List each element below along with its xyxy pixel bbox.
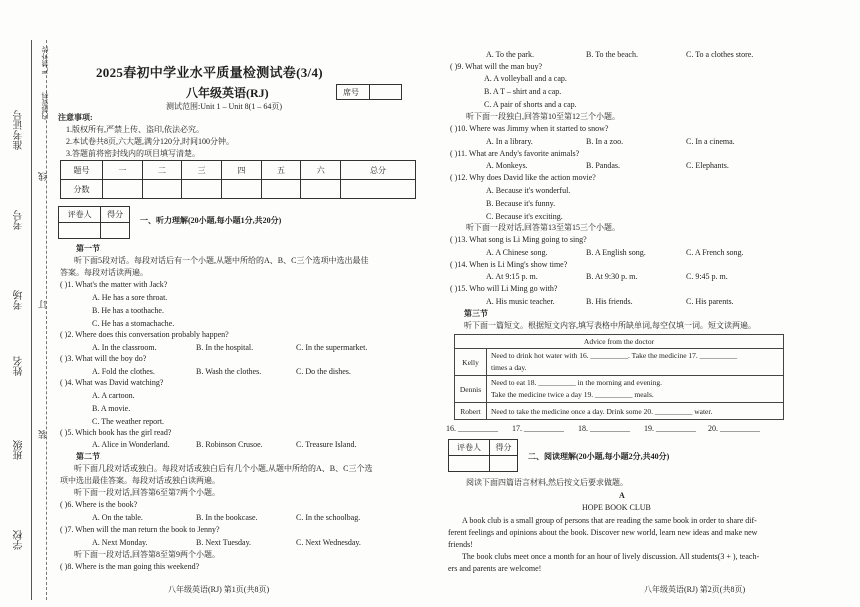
q7-option-a: A. Next Monday. — [92, 538, 148, 547]
passage-letter: A — [619, 491, 625, 500]
q8-option-c: C. To a clothes store. — [686, 50, 754, 59]
sec3-heading: 第三节 — [464, 309, 488, 318]
sec2-prompt-3: 听下面一段独白,回答第10至第12三个小题。 — [466, 112, 620, 121]
sec2-instruction-cont: 项中选出最佳答案。每段对话或独白读两遍。 — [60, 476, 220, 485]
no-distribution-label: 严禁外传 — [41, 46, 49, 74]
exam-scope: 测试范围:Unit 1 – Unit 8(1 – 64页) — [166, 102, 282, 111]
grader-label: 评卷人 — [59, 207, 101, 223]
q8-option-b: B. To the beach. — [586, 50, 638, 59]
q2-option-b: B. In the hospital. — [196, 343, 254, 352]
sec2-instruction: 听下面几段对话或独白。每段对话或独白后有几个小题,从题中所给的A、B、C三个选 — [74, 464, 373, 473]
score-header-cell: 一 — [103, 161, 143, 180]
footer-right: 八年级英语(RJ) 第2页(共8页) — [644, 585, 746, 594]
note-1: 1.版权所有,严禁上传、盗印,依法必究。 — [66, 125, 204, 134]
sec1-instruction-cont: 答案。每段对话读两遍。 — [60, 268, 148, 277]
question-5: ( )5. Which book has the girl read? — [60, 428, 172, 437]
admission-number-label: 准考证号 — [14, 110, 25, 150]
q1-option-c: C. He has a stomachache. — [92, 319, 175, 328]
score-table — [60, 160, 416, 199]
passage-line-5: ers and parents are welcome! — [448, 564, 542, 573]
cut-line — [46, 40, 47, 600]
q5-option-a: A. Alice in Wonderland. — [92, 440, 170, 449]
footer-left: 八年级英语(RJ) 第1页(共8页) — [168, 585, 270, 594]
q4-option-b: B. A movie. — [92, 404, 131, 413]
q14-option-b: B. At 9:30 p. m. — [586, 272, 638, 281]
sec1-instruction: 听下面5段对话。每段对话后有一个小题,从题中所给的A、B、C三个选项中选出最佳 — [74, 256, 369, 265]
answer-blank-16[interactable]: 16. __________ — [446, 424, 498, 433]
question-12: ( )12. Why does David like the action movie? — [450, 173, 596, 182]
q7-option-b: B. Next Tuesday. — [196, 538, 252, 547]
seat-number-box[interactable] — [336, 84, 402, 100]
q10-option-c: C. In a cinema. — [686, 137, 735, 146]
question-8: ( )8. Where is the man going this weekend? — [60, 562, 200, 571]
score-header-cell: 三 — [182, 161, 222, 180]
name-label: 姓名 — [14, 356, 25, 376]
q7-option-c: C. Next Wednesday. — [296, 538, 361, 547]
q10-option-b: B. In a zoo. — [586, 137, 624, 146]
q6-option-c: C. In the schoolbag. — [296, 513, 361, 522]
class-label: 班级 — [14, 440, 25, 460]
passage-line-1: A book club is a small group of persons that are reading the same book in order to share dif- — [462, 516, 757, 525]
robert-line: Need to take the medicine once a day. Drink some 20. __________ water. — [487, 403, 784, 420]
q4-option-a: A. A cartoon. — [92, 391, 135, 400]
part2-instruction: 阅读下面四篇语言材料,然后按文后要求做题。 — [466, 478, 628, 487]
score-cell[interactable] — [182, 180, 222, 199]
exam-title: 2025春初中学业水平质量检测试卷(3/4) — [96, 65, 323, 80]
question-2: ( )2. Where does this conversation probably happen? — [60, 330, 229, 339]
q14-option-c: C. 9:45 p. m. — [686, 272, 728, 281]
q15-option-b: B. His friends. — [586, 297, 633, 306]
part1-heading: 一、听力理解(20小题,每小题1分,共20分) — [140, 216, 282, 225]
question-11: ( )11. What are Andy's favorite animals? — [450, 149, 580, 158]
q1-option-b: B. He has a toothache. — [92, 306, 164, 315]
answer-blank-19[interactable]: 19. __________ — [644, 424, 696, 433]
score-cell[interactable] — [142, 180, 182, 199]
seat-label: 席号 — [343, 88, 359, 97]
q12-option-a: A. Because it's wonderful. — [486, 186, 571, 195]
internal-material-label: 内部资料 — [41, 92, 49, 120]
grader-cell[interactable] — [59, 223, 101, 239]
q13-option-b: B. A English song. — [586, 248, 646, 257]
seal-mark-ding: 订 — [38, 300, 48, 309]
score-cell[interactable] — [261, 180, 301, 199]
score-cell[interactable] — [341, 180, 416, 199]
question-14: ( )14. When is Li Ming's show time? — [450, 260, 568, 269]
sec2-prompt-1: 听下面一段对话,回答第6至第7两个小题。 — [74, 488, 220, 497]
seal-mark-xian: 线 — [38, 172, 48, 181]
kelly-line-1: Need to drink hot water with 16. __________. Take the medicine 17. __________ — [491, 351, 738, 360]
score-row-label: 分数 — [61, 180, 103, 199]
score-label: 得分 — [490, 440, 518, 456]
answer-blank-20[interactable]: 20. __________ — [708, 424, 760, 433]
seal-mark-zhuang: 装 — [38, 430, 48, 439]
q11-option-a: A. Monkeys. — [486, 161, 528, 170]
sec2-prompt-4: 听下面一段对话,回答第13至第15三个小题。 — [466, 223, 620, 232]
q15-option-a: A. His music teacher. — [486, 297, 555, 306]
q9-option-a: A. A volleyball and a cap. — [484, 74, 567, 83]
q15-option-c: C. His parents. — [686, 297, 734, 306]
grader-cell[interactable] — [449, 456, 490, 472]
question-4: ( )4. What was David watching? — [60, 378, 164, 387]
q13-option-a: A. A Chinese song. — [486, 248, 548, 257]
score-header-cell: 总分 — [341, 161, 416, 180]
score-cell[interactable] — [301, 180, 341, 199]
score-label: 得分 — [101, 207, 130, 223]
q10-option-a: A. In a library. — [486, 137, 533, 146]
exam-number-label: 考号 — [14, 210, 25, 230]
sec2-prompt-2: 听下面一段对话,回答第8至第9两个小题。 — [74, 550, 220, 559]
q12-option-b: B. Because it's funny. — [486, 199, 556, 208]
q12-option-c: C. Because it's exciting. — [486, 212, 563, 221]
question-3: ( )3. What will the boy do? — [60, 354, 147, 363]
q11-option-c: C. Elephants. — [686, 161, 729, 170]
note-2: 2.本试卷共8页,六大题,满分120分,时间100分钟。 — [66, 137, 234, 146]
question-10: ( )10. Where was Jimmy when it started to snow? — [450, 124, 609, 133]
q5-option-b: B. Robinson Crusoe. — [196, 440, 263, 449]
kelly-line-2: times a day. — [491, 363, 527, 372]
q3-option-b: B. Wash the clothes. — [196, 367, 262, 376]
q1-option-a: A. He has a sore throat. — [92, 293, 168, 302]
grader-table-2 — [448, 439, 518, 472]
dennis-line-2: Take the medicine twice a day 19. __________ meals. — [491, 390, 654, 399]
question-9: ( )9. What will the man buy? — [450, 62, 543, 71]
score-header-cell: 二 — [142, 161, 182, 180]
part2-heading: 二、阅读理解(20小题,每小题2分,共40分) — [528, 452, 670, 461]
q14-option-a: A. At 9:15 p. m. — [486, 272, 538, 281]
score-cell[interactable] — [222, 180, 262, 199]
question-15: ( )15. Who will Li Ming go with? — [450, 284, 558, 293]
q3-option-a: A. Fold the clothes. — [92, 367, 155, 376]
q3-option-c: C. Do the dishes. — [296, 367, 351, 376]
binding-line — [31, 40, 32, 600]
passage-title: HOPE BOOK CLUB — [582, 503, 651, 512]
answer-blank-17[interactable]: 17. __________ — [512, 424, 564, 433]
score-header-cell: 四 — [222, 161, 262, 180]
score-cell[interactable] — [101, 223, 130, 239]
question-13: ( )13. What song is Li Ming going to sing? — [450, 235, 587, 244]
note-3: 3.答题前将密封线内的项目填写清楚。 — [66, 149, 200, 158]
answer-blank-18[interactable]: 18. __________ — [578, 424, 630, 433]
q6-option-b: B. In the bookcase. — [196, 513, 258, 522]
sec3-instruction: 听下面一篇短文。根据短文内容,填写表格中所缺单词,每空仅填一词。短文读两遍。 — [464, 321, 756, 330]
question-7: ( )7. When will the man return the book to Jenny? — [60, 525, 220, 534]
question-1: ( )1. What's the matter with Jack? — [60, 280, 168, 289]
q13-option-c: C. A French song. — [686, 248, 744, 257]
score-header-cell: 五 — [261, 161, 301, 180]
q2-option-c: C. In the supermarket. — [296, 343, 368, 352]
name-robert: Robert — [455, 403, 487, 420]
passage-line-3: friends! — [448, 540, 473, 549]
advice-table — [454, 334, 784, 420]
q2-option-a: A. In the classroom. — [92, 343, 157, 352]
q11-option-b: B. Pandas. — [586, 161, 620, 170]
passage-line-4: The book clubs meet once a month for an hour of lively discussion. All students(3 + ), teach- — [462, 552, 760, 561]
q5-option-c: C. Treasure Island. — [296, 440, 357, 449]
advice-title: Advice from the doctor — [455, 335, 784, 349]
notes-heading: 注意事项: — [58, 113, 93, 122]
q6-option-a: A. On the table. — [92, 513, 143, 522]
score-cell[interactable] — [490, 456, 518, 472]
sec2-heading: 第二节 — [76, 452, 100, 461]
question-6: ( )6. Where is the book? — [60, 500, 138, 509]
name-dennis: Dennis — [455, 376, 487, 403]
name-kelly: Kelly — [455, 349, 487, 376]
score-header-cell: 六 — [301, 161, 341, 180]
q9-option-b: B. A T – shirt and a cap. — [484, 87, 562, 96]
q8-option-a: A. To the park. — [486, 50, 534, 59]
dennis-line-1: Need to eat 18. __________ in the morning and evening. — [491, 378, 663, 387]
score-cell[interactable] — [103, 180, 143, 199]
grader-label: 评卷人 — [449, 440, 490, 456]
grader-table-1 — [58, 206, 130, 239]
q9-option-c: C. A pair of shorts and a cap. — [484, 100, 577, 109]
exam-subtitle: 八年级英语(RJ) — [186, 86, 269, 100]
sec1-heading: 第一节 — [76, 244, 100, 253]
school-label: 学校 — [14, 530, 25, 550]
score-header-cell: 题号 — [61, 161, 103, 180]
passage-line-2: ferent feelings and opinions about the book. Discover new world, learn new ideas and make new — [448, 528, 758, 537]
exam-room-label: 考场 — [14, 290, 25, 310]
q4-option-c: C. The weather report. — [92, 417, 165, 426]
